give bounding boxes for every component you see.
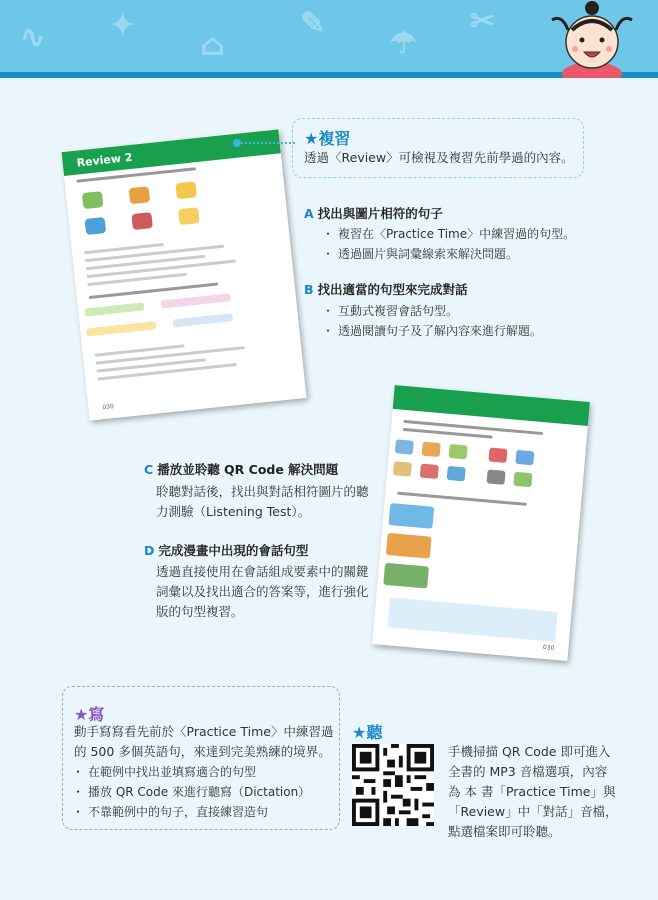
section-d-text: 透過直接使用在會話組成要素中的關鍵 詞彙以及找出適合的答案等，進行強化 版的句型複習。 xyxy=(156,564,369,619)
listen-text: 手機掃描 QR Code 即可進入 全書的 MP3 音檔選項，內容 為 本 書「Practice Time」與 「Review」中「對話」音檔， 點選檔案即可聆聽。 xyxy=(448,744,618,839)
list-item: ・ 不靠範例中的句子，直接練習造句 xyxy=(72,802,310,822)
list-item: ・ 互動式複習會話句型。 xyxy=(322,301,542,321)
list-item: ・ 透過圖片與詞彙線索來解決問題。 xyxy=(322,244,575,264)
word-bank-box xyxy=(388,597,558,642)
section-c-title: C 播放並聆聽 QR Code 解決問題 xyxy=(144,462,339,477)
doodle-shape: ⌂ xyxy=(200,28,226,63)
review-heading: ★複習 xyxy=(304,129,351,148)
write-text: 動手寫寫看先前於〈Practice Time〉中練習過 的 500 多個英語句，來達到完美熟練的境界。 xyxy=(74,724,334,759)
doodle-shape: ✎ xyxy=(300,6,326,41)
doodle-shape: ✦ xyxy=(110,8,136,43)
section-c-text: 聆聽對話後，找出與對話相符圖片的聽 力測驗（Listening Test）。 xyxy=(156,484,369,519)
doodle-shape: ✂ xyxy=(470,4,496,39)
list-item: ・ 複習在〈Practice Time〉中練習過的句型。 xyxy=(322,224,575,244)
list-item: ・ 播放 QR Code 來進行聽寫（Dictation） xyxy=(72,782,310,802)
worksheet-page-number: 030 xyxy=(102,403,115,412)
worksheet-title: Review 2 xyxy=(61,129,280,176)
qr-code-icon[interactable] xyxy=(352,744,434,826)
write-heading: ★寫 xyxy=(74,705,105,724)
section-d-title: D 完成漫畫中出現的會話句型 xyxy=(144,543,309,558)
worksheet-page-number: 030 xyxy=(542,643,555,652)
listening-worksheet-image xyxy=(372,385,590,661)
review-worksheet-image xyxy=(61,129,306,420)
list-item: ・ 透過閱讀句子及了解內容來進行解題。 xyxy=(322,321,542,341)
write-bullets xyxy=(72,762,310,822)
listen-heading: ★聽 xyxy=(352,723,383,742)
doodle-shape: ∿ xyxy=(20,20,46,55)
section-a-title: A 找出與圖片相符的句子 xyxy=(304,206,443,221)
review-description: 透過〈Review〉可檢視及複習先前學過的內容。 xyxy=(304,150,574,165)
mascot-girl-icon xyxy=(542,0,642,78)
section-a-bullets xyxy=(322,224,575,264)
connector-line xyxy=(237,142,295,144)
section-b-title: B 找出適當的句型來完成對話 xyxy=(304,282,468,297)
list-item: ・ 在範例中找出並填寫適合的句型 xyxy=(72,762,310,782)
doodle-shape: ☂ xyxy=(390,26,417,61)
section-b-bullets xyxy=(322,301,542,341)
